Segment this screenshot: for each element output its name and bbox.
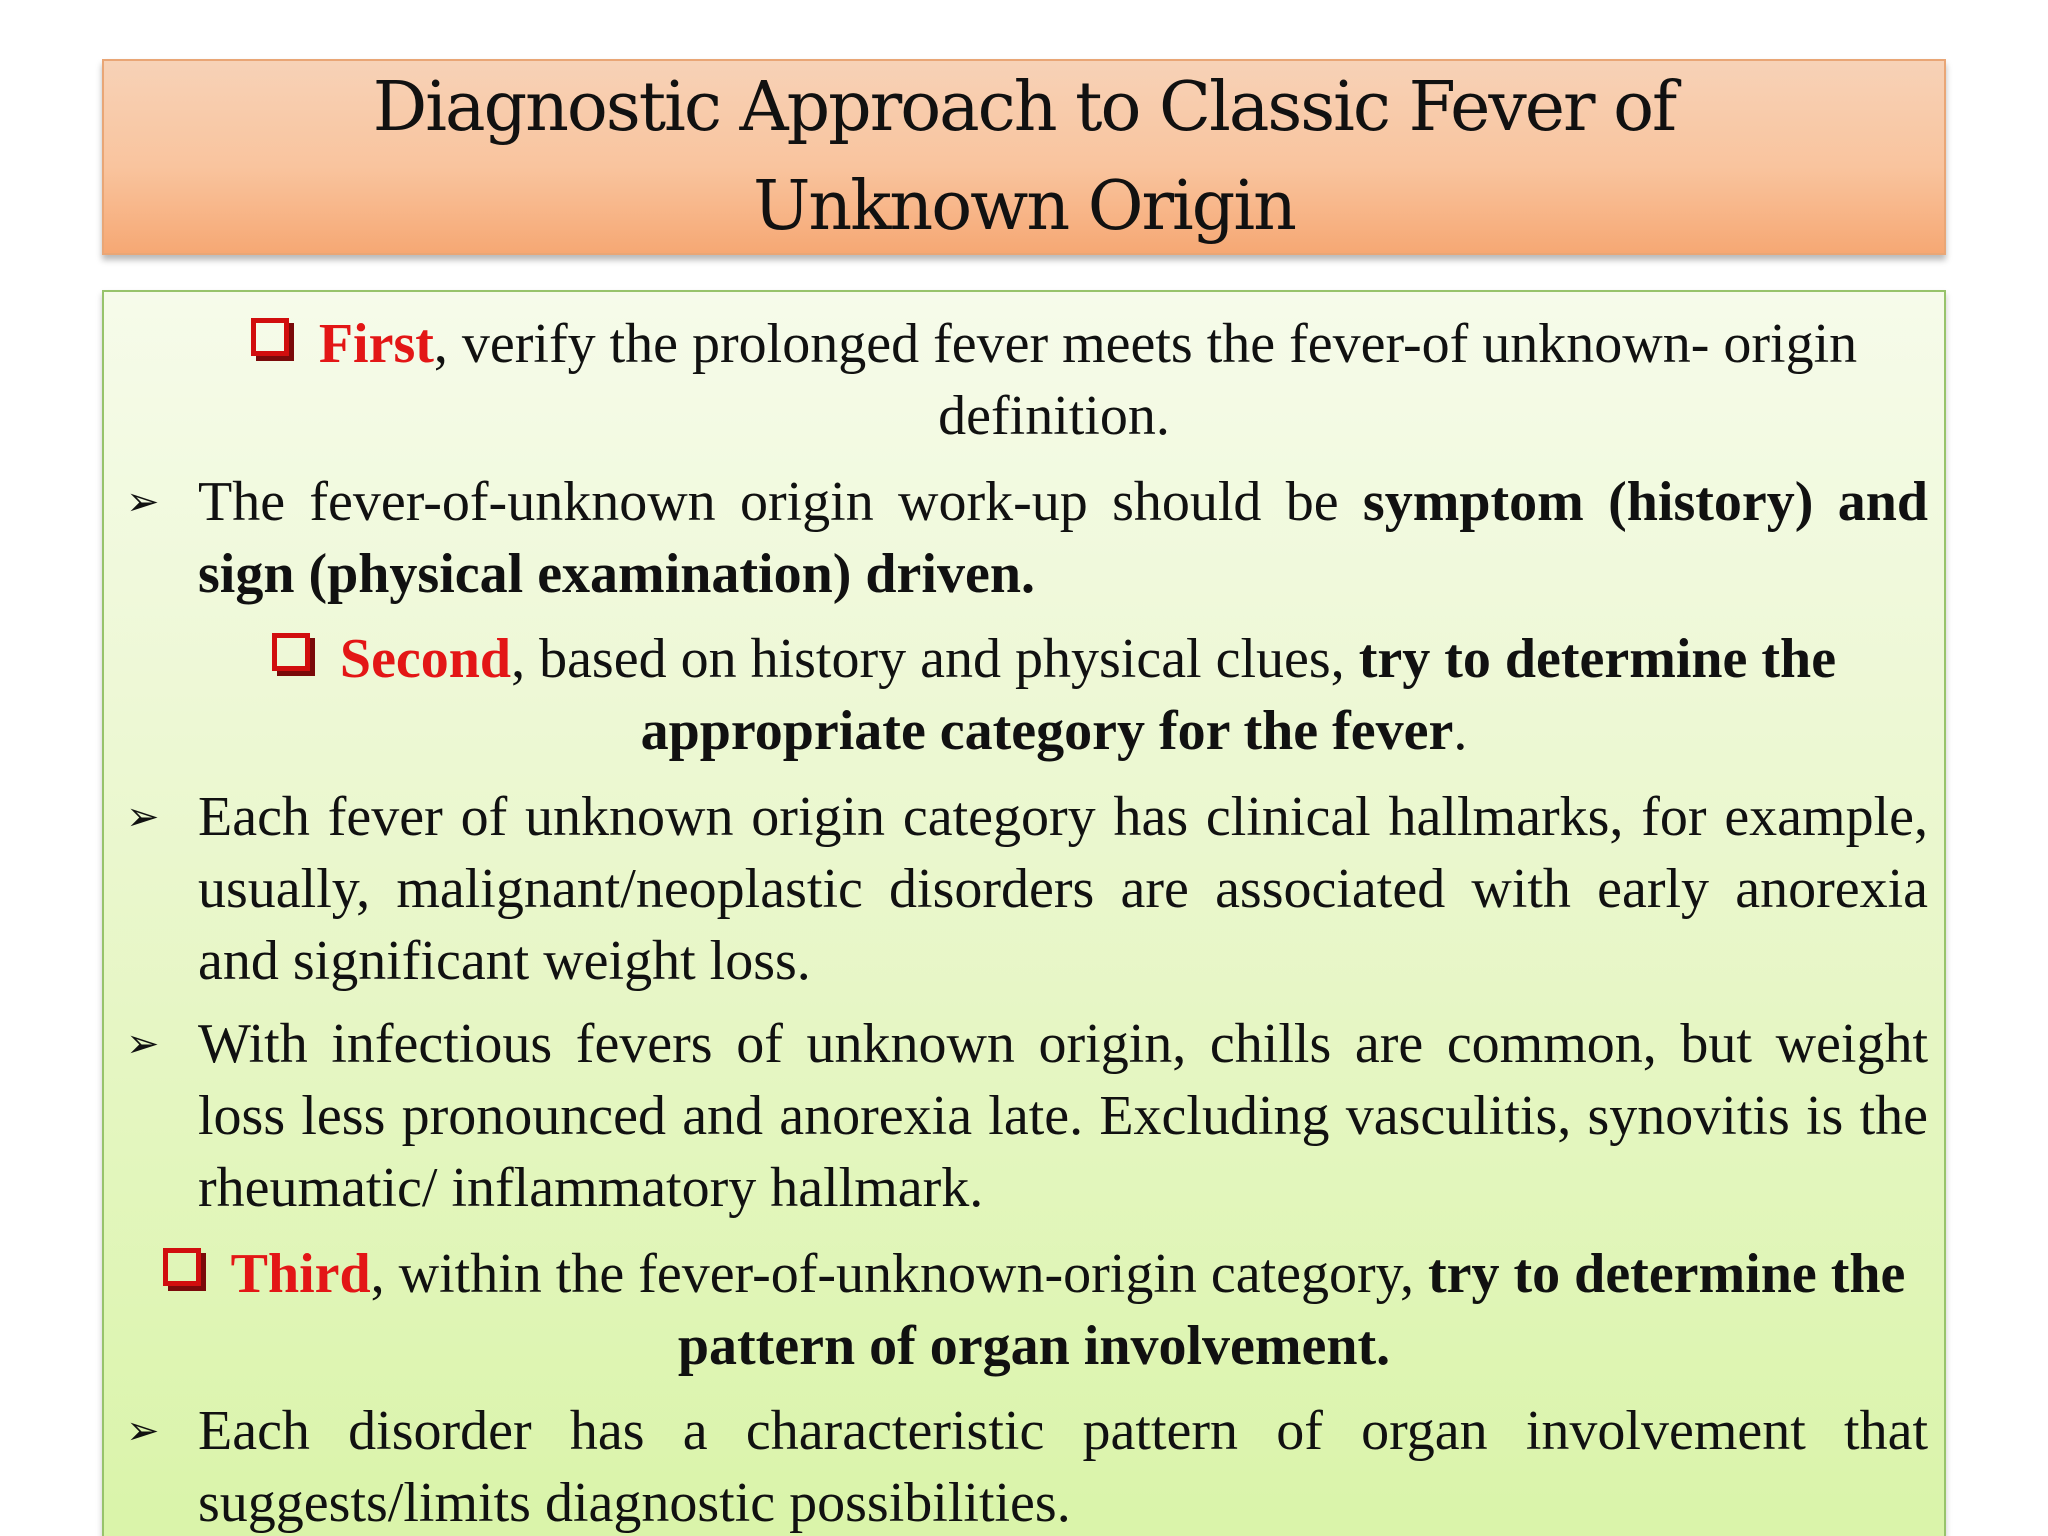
- slide-title: Diagnostic Approach to Classic Fever of Unknown Origin: [372, 68, 1676, 246]
- bullet-infectious-text: With infectious fevers of unknown origin, chills are common, but weight loss less pronounced and anorexia late. Excluding vasculitis, synovitis is the rheumatic/ inflammatory hallmark.: [198, 1013, 1928, 1219]
- step-text-first: , verify the prolonged fever meets the fever-of unknown- origin definition.: [433, 313, 1858, 447]
- bullet-workup-text: The fever-of-unknown origin work-up should be: [198, 471, 1363, 533]
- bullet-hallmarks: [126, 781, 1928, 997]
- arrowhead-bullet-icon: ➢: [126, 1408, 160, 1454]
- step-text-third: , within the fever-of-unknown-origin category,: [370, 1243, 1429, 1305]
- step-marker-third: Third: [230, 1243, 371, 1305]
- title-banner: [102, 59, 1946, 255]
- arrowhead-bullet-icon: ➢: [126, 794, 160, 840]
- step-bold-second: try to determine the appropriate category for the fever: [640, 628, 1837, 762]
- step-text-second: , based on history and physical clues,: [511, 628, 1359, 690]
- step-third: [134, 1238, 1934, 1382]
- bullet-organ-pattern: [126, 1395, 1928, 1536]
- step-marker-first: First: [318, 313, 434, 375]
- step-first: [164, 308, 1944, 452]
- arrowhead-bullet-icon: ➢: [126, 479, 160, 525]
- bullet-infectious: [126, 1008, 1928, 1224]
- hollow-square-bullet-icon: [272, 633, 310, 671]
- arrowhead-bullet-icon: ➢: [126, 1021, 160, 1067]
- hollow-square-bullet-icon: [163, 1248, 201, 1286]
- bullet-workup-bold: symptom (history) and sign (physical examination) driven.: [198, 471, 1929, 605]
- bullet-workup: [126, 466, 1928, 610]
- content-panel: [102, 290, 1946, 1536]
- bullet-organ-pattern-text: Each disorder has a characteristic pattern of organ involvement that suggests/limits diagnostic possibilities.: [198, 1400, 1928, 1534]
- bullet-hallmarks-text: Each fever of unknown origin category has clinical hallmarks, for example, usually, malignant/neoplastic disorders are associated with early anorexia and significant weight loss.: [198, 786, 1928, 992]
- step-end-second: .: [1453, 700, 1468, 762]
- step-bold-third: try to determine the pattern of organ involvement.: [677, 1243, 1906, 1377]
- step-marker-second: Second: [339, 628, 512, 690]
- step-second: [174, 623, 1934, 767]
- hollow-square-bullet-icon: [251, 318, 289, 356]
